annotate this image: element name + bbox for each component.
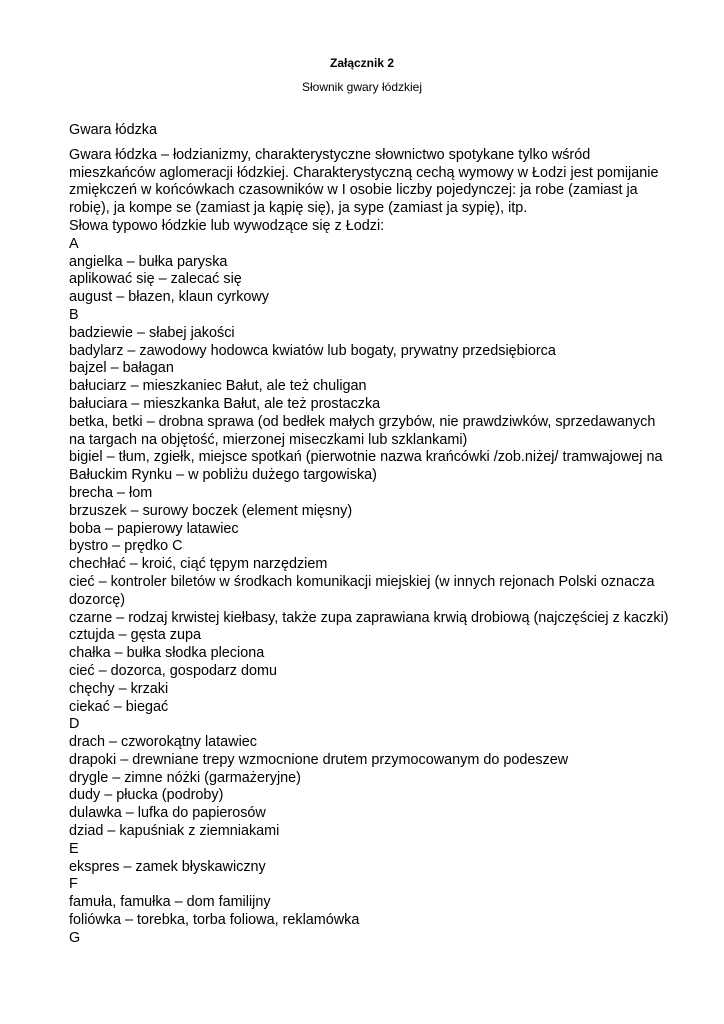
- section-heading: Gwara łódzka: [69, 122, 157, 138]
- dictionary-entry: brecha – łom: [69, 484, 153, 501]
- letter-heading: E: [69, 840, 79, 857]
- document-subtitle: Słownik gwary łódzkiej: [301, 80, 423, 94]
- dictionary-entry: drygle – zimne nóżki (garmażeryjne): [69, 769, 301, 786]
- dictionary-entry: badziewie – słabej jakości: [69, 324, 235, 341]
- dictionary-entry: bystro – prędko C: [69, 538, 183, 555]
- dictionary-entry: chechłać – kroić, ciąć tępym narzędziem: [69, 556, 328, 573]
- dictionary-entry: angielka – bułka paryska: [69, 253, 228, 270]
- dictionary-entry: brzuszek – surowy boczek (element mięsny): [69, 502, 353, 519]
- dictionary-entry: bałuciarz – mieszkaniec Bałut, ale też chuligan: [69, 378, 367, 395]
- dictionary-entry: bigiel – tłum, zgiełk, miejsce spotkań (pierwotnie nazwa krańcówki /zob.niżej/ tramwajowej na Bałuckim Rynku – w pobliżu dużego targowiska): [69, 449, 663, 484]
- dictionary-entry: dulawka – lufka do papierosów: [69, 805, 266, 822]
- dictionary-entry: drach – czworokątny latawiec: [69, 734, 257, 751]
- dictionary-entry: betka, betki – drobna sprawa (od bedłek małych grzybów, nie prawdziwków, sprzedawanych na targach na objętość, mierzonej miseczkami lub szklankami): [69, 413, 656, 448]
- dictionary-entry: aplikować się – zalecać się: [69, 271, 242, 288]
- words-intro: Słowa typowo łódzkie lub wywodzące się z Łodzi:: [69, 217, 385, 234]
- dictionary-entry: boba – papierowy latawiec: [69, 520, 239, 537]
- dictionary-entry: cieć – dozorca, gospodarz domu: [69, 662, 277, 679]
- dictionary-entry: august – błazen, klaun cyrkowy: [69, 289, 269, 306]
- dictionary-entry: czarne – rodzaj krwistej kiełbasy, także zupa zaprawiana krwią drobiową (najczęściej z kaczki): [69, 609, 669, 626]
- dictionary-entry: foliówka – torebka, torba foliowa, reklamówka: [69, 912, 360, 929]
- dictionary-entry: cieć – kontroler biletów w środkach komunikacji miejskiej (w innych rejonach Polski oznacza dozorcę): [69, 573, 655, 608]
- dictionary-entry: dudy – płucka (podroby): [69, 787, 224, 804]
- dictionary-entry: chęchy – krzaki: [69, 680, 169, 697]
- letter-heading: D: [69, 716, 80, 733]
- dictionary-entry: famuła, famułka – dom familijny: [69, 894, 271, 911]
- dictionary-entry: ekspres – zamek błyskawiczny: [69, 858, 266, 875]
- dictionary-entry: badylarz – zawodowy hodowca kwiatów lub bogaty, prywatny przedsiębiorca: [69, 342, 556, 359]
- dictionary-entry: drapoki – drewniane trepy wzmocnione drutem przymocowanym do podeszew: [69, 751, 569, 768]
- dictionary-entries: [69, 236, 669, 948]
- dictionary-entry: chałka – bułka słodka pleciona: [69, 645, 265, 662]
- dictionary-entry: cztujda – gęsta zupa: [69, 627, 202, 644]
- letter-heading: B: [69, 306, 79, 323]
- attachment-title: Załącznik 2: [329, 56, 395, 70]
- dictionary-entry: ciekać – biegać: [69, 698, 169, 715]
- dictionary-entry: dziad – kapuśniak z ziemniakami: [69, 823, 280, 840]
- dictionary-entry: bajzel – bałagan: [69, 360, 174, 377]
- letter-heading: G: [69, 929, 81, 946]
- letter-heading: F: [69, 876, 78, 893]
- dictionary-entry: bałuciara – mieszkanka Bałut, ale też prostaczka: [69, 395, 381, 412]
- letter-heading: A: [69, 235, 79, 252]
- intro-paragraph: Gwara łódzka – łodzianizmy, charakterystyczne słownictwo spotykane tylko wśród mieszkańców aglomeracji łódzkiej. Charakterystyczną cechą wymowy w Łodzi jest pomijanie zmiękczeń w końcówkach czasowników w I osobie liczby pojedynczej: ja robe (zamiast ja robię), ja kompe se (zamiast ja kąpię się), ja sype (zamiast ja sypię), itp.: [69, 146, 659, 217]
- document-body: [69, 122, 669, 948]
